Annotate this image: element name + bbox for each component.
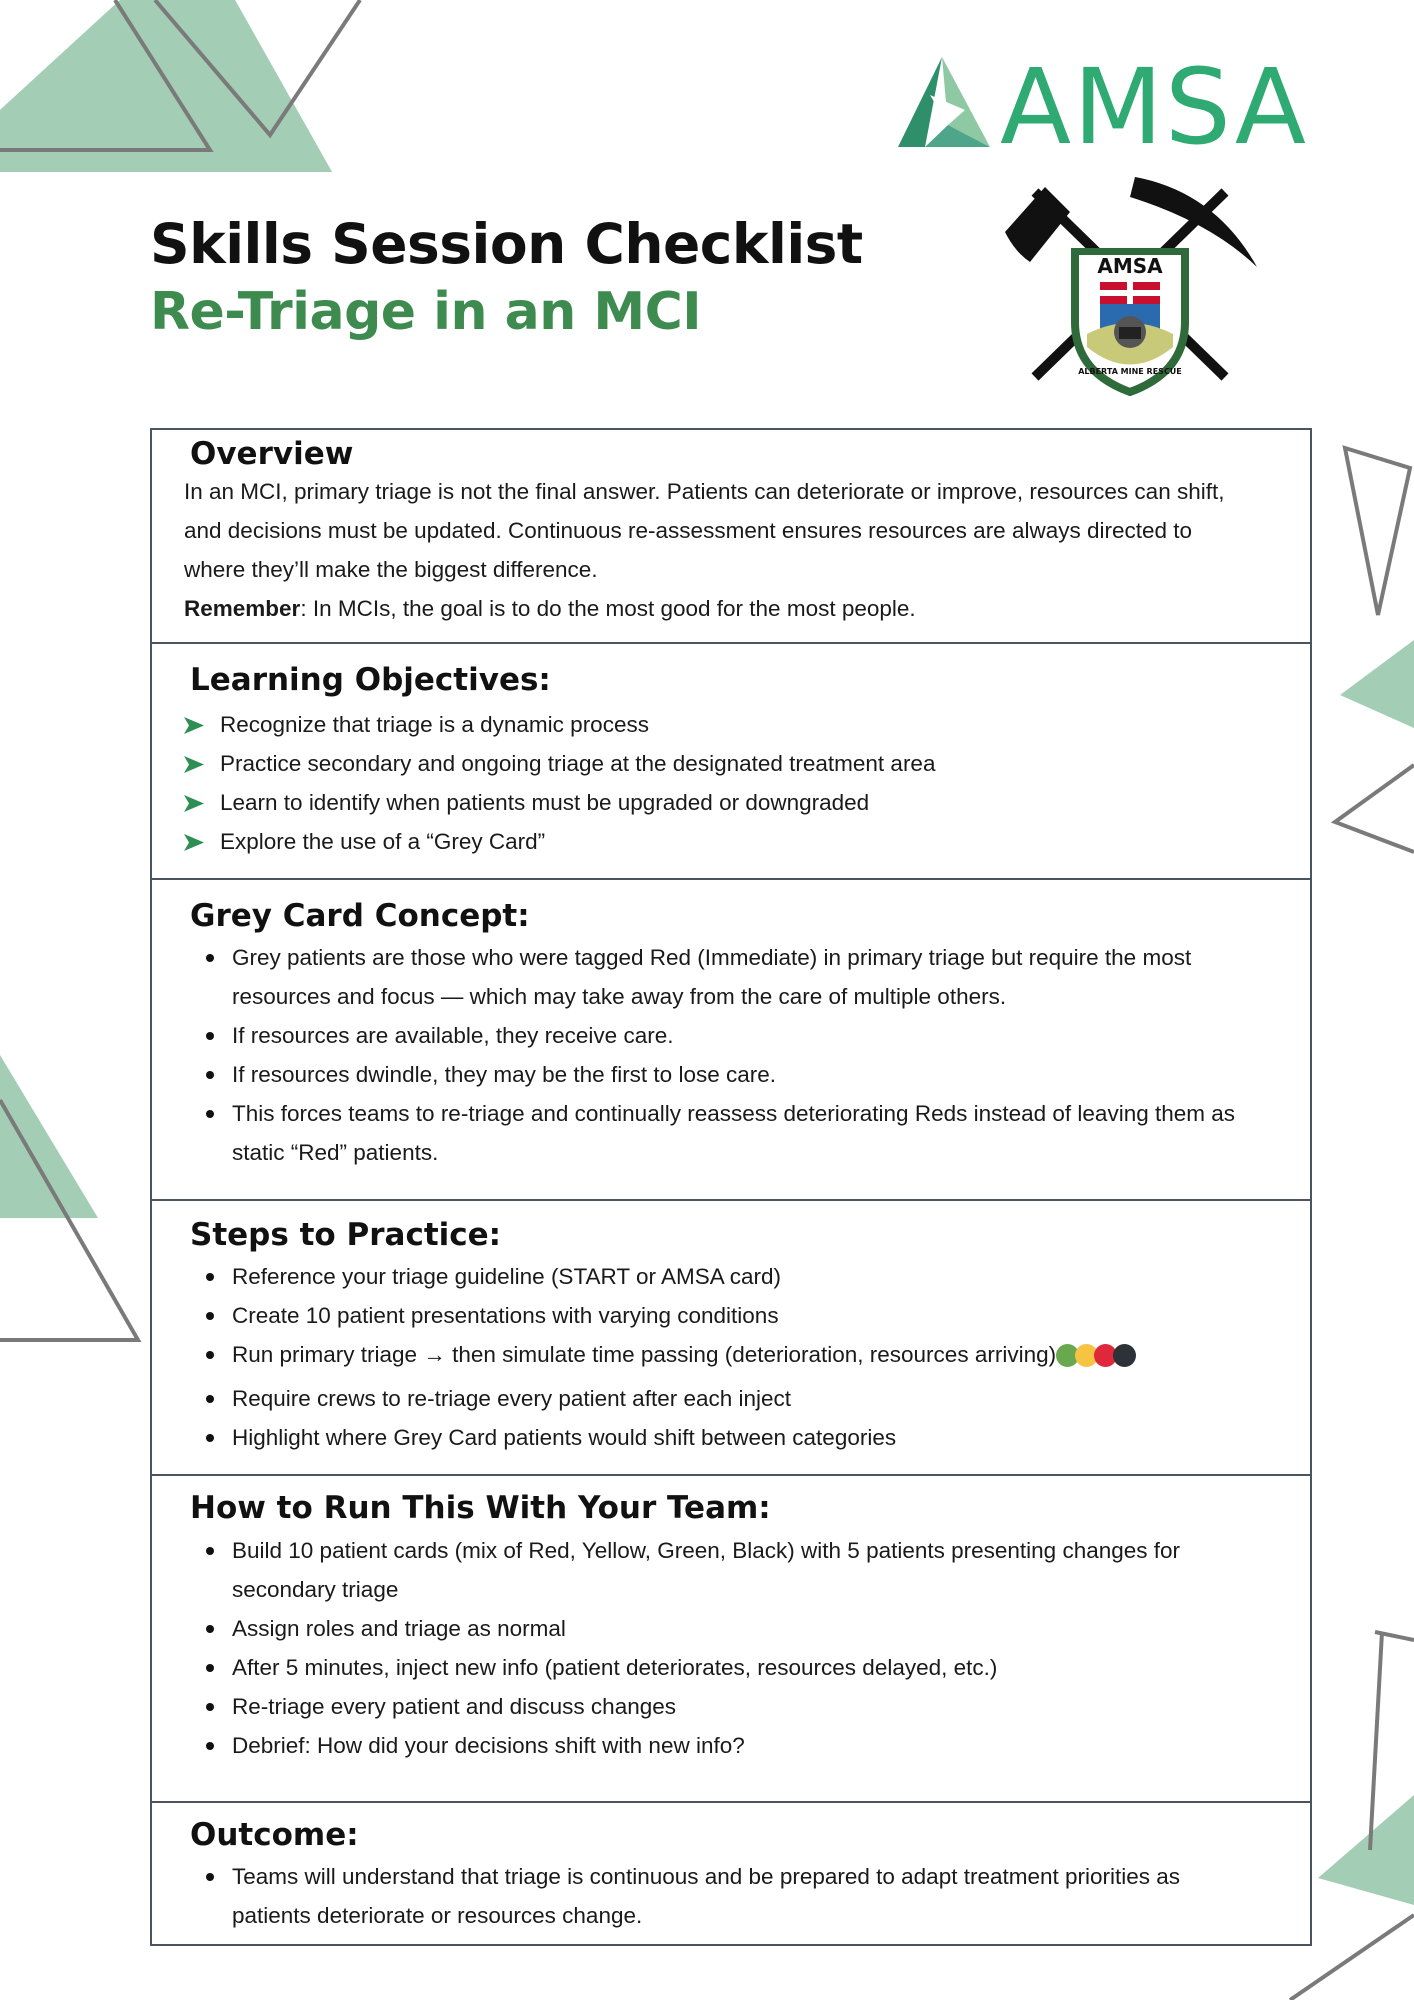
step-item: Highlight where Grey Card patients would shift between categories [184, 1418, 1300, 1457]
steps-list [184, 1257, 1300, 1457]
green-arrow-icon [184, 795, 204, 812]
outcome-section [152, 1803, 1310, 1944]
remember-note [184, 589, 916, 628]
triage-color-dots [1060, 1340, 1136, 1379]
green-arrow-icon [184, 834, 204, 851]
grey-card-list [184, 938, 1300, 1172]
step-item: Reference your triage guideline (START or AMSA card) [184, 1257, 1300, 1296]
overview-section [152, 430, 1310, 644]
team-item: Assign roles and triage as normal [184, 1609, 1300, 1648]
objectives-heading: Learning Objectives: [190, 662, 551, 698]
overview-line-1: In an MCI, primary triage is not the final answer. Patients can deteriorate or improve, resources can shift, [184, 479, 1225, 504]
overview-heading: Overview [190, 436, 354, 472]
steps-section [152, 1201, 1310, 1476]
objective-item: Practice secondary and ongoing triage at the designated treatment area [184, 744, 1300, 783]
team-item: After 5 minutes, inject new info (patient deteriorates, resources delayed, etc.) [184, 1648, 1300, 1687]
crest-label: AMSA [1097, 254, 1163, 278]
steps-heading: Steps to Practice: [190, 1217, 502, 1253]
grey-card-item-continued: resources and focus — which may take away from the care of multiple others. [232, 984, 1007, 1009]
objective-item: Learn to identify when patients must be upgraded or downgraded [184, 783, 1300, 822]
crest-motto: ALBERTA MINE RESCUE [1078, 367, 1182, 376]
team-heading: How to Run This With Your Team: [190, 1490, 771, 1526]
team-item: Debrief: How did your decisions shift with new info? [184, 1726, 1300, 1765]
grey-card-item: If resources are available, they receive care. [184, 1016, 1300, 1055]
objective-item: Explore the use of a “Grey Card” [184, 822, 1300, 861]
grey-card-heading: Grey Card Concept: [190, 898, 530, 934]
page-subtitle: Re-Triage in an MCI [150, 282, 702, 342]
team-list [184, 1531, 1300, 1765]
outcome-item-continued: patients deteriorate or resources change. [232, 1903, 643, 1928]
amsa-logo-mark-icon [890, 55, 1000, 155]
amsa-wordmark: AMSA [1000, 46, 1308, 168]
learning-objectives-section [152, 644, 1310, 880]
grey-card-section [152, 880, 1310, 1201]
grey-card-item: If resources dwindle, they may be the first to lose care. [184, 1055, 1300, 1094]
outcome-item: Teams will understand that triage is continuous and be prepared to adapt treatment priorities as [184, 1857, 1300, 1896]
team-section [152, 1476, 1310, 1803]
objective-item: Recognize that triage is a dynamic process [184, 705, 1300, 744]
step-item: Require crews to re-triage every patient after each inject [184, 1379, 1300, 1418]
green-arrow-icon [184, 717, 204, 734]
triage-dot-black [1113, 1344, 1136, 1367]
page-title: Skills Session Checklist [150, 212, 863, 276]
objectives-list [184, 705, 1300, 861]
outcome-heading: Outcome: [190, 1817, 359, 1853]
team-item-continued: secondary triage [232, 1577, 399, 1602]
green-arrow-icon [184, 756, 204, 773]
mine-rescue-crest [995, 172, 1265, 402]
outcome-list [184, 1857, 1300, 1935]
team-item: Re-triage every patient and discuss changes [184, 1687, 1300, 1726]
step-item: Create 10 patient presentations with varying conditions [184, 1296, 1300, 1335]
overview-line-2: and decisions must be updated. Continuous re-assessment ensures resources are always directed to [184, 518, 1193, 543]
grey-card-item: Grey patients are those who were tagged Red (Immediate) in primary triage but require the most [184, 938, 1300, 977]
grey-card-item-continued: static “Red” patients. [232, 1140, 439, 1165]
remember-text: : In MCIs, the goal is to do the most good for the most people. [300, 596, 916, 621]
step-item: Run primary triage → then simulate time passing (deterioration, resources arriving) [184, 1335, 1300, 1379]
team-item: Build 10 patient cards (mix of Red, Yellow, Green, Black) with 5 patients presenting changes for [184, 1531, 1300, 1570]
checklist-box [150, 428, 1312, 1946]
grey-card-item: This forces teams to re-triage and continually reassess deteriorating Reds instead of leaving them as [184, 1094, 1300, 1133]
remember-label: Remember [184, 596, 301, 621]
overview-line-3: where they’ll make the biggest difference. [184, 557, 598, 582]
